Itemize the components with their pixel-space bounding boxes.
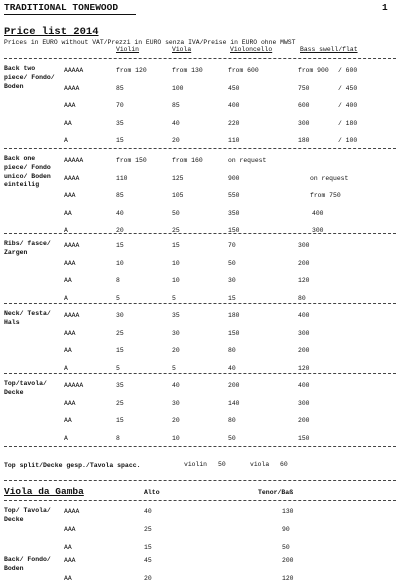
bass-price: 120 <box>298 364 310 372</box>
bass-price: 150 <box>298 434 310 442</box>
violin-price: 5 <box>116 364 120 372</box>
bass-price: 600 <box>298 102 310 109</box>
viola-price: 85 <box>172 102 180 109</box>
viola-price: 30 <box>172 329 180 337</box>
grade-cell: AAAA <box>64 312 80 319</box>
cello-price: 550 <box>228 192 240 199</box>
viola-price: 20 <box>172 417 180 424</box>
violin-price: from 120 <box>116 67 147 74</box>
gamba-alto-price: 45 <box>144 557 152 564</box>
bass-price: 80 <box>298 294 306 302</box>
viola-price: from 160 <box>172 157 203 164</box>
cello-price: 30 <box>228 277 236 284</box>
bass-price: from 750 <box>310 192 341 199</box>
grade-cell: AAA <box>64 399 76 407</box>
grade-cell: AA <box>64 417 72 424</box>
bass-price: 750 <box>298 84 310 92</box>
grade-cell: AAAAA <box>64 67 84 74</box>
viola-price: 20 <box>172 137 180 144</box>
gamba-grade-cell: AA <box>64 575 72 582</box>
grade-cell: AAAAA <box>64 382 84 389</box>
bass-price: 400 <box>312 209 324 217</box>
violin-price: 15 <box>116 347 124 354</box>
topsplit-viola-value: 60 <box>280 461 288 468</box>
gamba-alto-price: 40 <box>144 508 152 515</box>
cello-price: 140 <box>228 399 240 407</box>
viola-price: 10 <box>172 434 180 442</box>
cello-price: 900 <box>228 174 240 182</box>
section-divider <box>4 233 396 234</box>
gamba-section-label: Top/ Tavola/ Decke <box>4 507 51 523</box>
grade-cell: A <box>64 434 68 442</box>
cello-price: 80 <box>228 347 236 354</box>
viola-price: 5 <box>172 364 176 372</box>
violin-price: 35 <box>116 382 124 389</box>
gamba-alto-price: 20 <box>144 575 152 582</box>
bass-price: 200 <box>298 347 310 354</box>
cello-price: 50 <box>228 259 236 267</box>
cello-price: 15 <box>228 294 236 302</box>
section-divider <box>4 480 396 481</box>
gamba-title: Viola da Gamba <box>4 486 84 497</box>
violin-price: 85 <box>116 192 124 199</box>
col-cello: Violoncello <box>230 46 273 53</box>
bass-price: 300 <box>298 399 310 407</box>
cello-price: 150 <box>228 227 240 234</box>
viola-price: 40 <box>172 119 180 127</box>
gamba-alto-price: 25 <box>144 526 152 533</box>
gamba-grade-cell: AA <box>64 544 72 551</box>
section-divider <box>4 446 396 447</box>
bass-flat-price: / 100 <box>338 137 358 144</box>
grade-cell: AAA <box>64 192 76 199</box>
violin-price: 85 <box>116 84 124 92</box>
bass-price: on request <box>310 174 349 182</box>
bass-price: 120 <box>298 277 310 284</box>
grade-cell: AAAA <box>64 84 80 92</box>
viola-price: 30 <box>172 399 180 407</box>
gamba-col-alto: Alto <box>144 489 160 496</box>
col-violin: Violin <box>116 46 140 53</box>
grade-cell: AA <box>64 119 72 127</box>
section-label: Neck/ Testa/ Hals <box>4 310 51 326</box>
bass-price: 300 <box>298 119 310 127</box>
grade-cell: A <box>64 137 68 144</box>
bass-flat-price: / 400 <box>338 102 358 109</box>
section-divider <box>4 500 396 501</box>
bass-flat-price: / 600 <box>338 67 358 74</box>
gamba-tenor-price: 120 <box>282 575 294 582</box>
gamba-tenor-price: 130 <box>282 508 294 515</box>
section-divider <box>4 148 396 149</box>
grade-cell: AAA <box>64 259 76 267</box>
viola-price: 10 <box>172 277 180 284</box>
document-title: TRADITIONAL TONEWOOD <box>4 2 119 13</box>
grade-cell: AAA <box>64 102 76 109</box>
cello-price: 350 <box>228 209 240 217</box>
bass-price: 200 <box>298 259 310 267</box>
viola-price: 35 <box>172 312 180 319</box>
cello-price: 180 <box>228 312 240 319</box>
section-divider <box>4 303 396 304</box>
violin-price: 110 <box>116 174 128 182</box>
grade-cell: A <box>64 364 68 372</box>
topsplit-viola-label: viola <box>250 461 270 468</box>
title-underline <box>4 14 136 15</box>
cello-price: on request <box>228 157 267 164</box>
viola-price: 100 <box>172 84 184 92</box>
viola-price: 50 <box>172 209 180 217</box>
cello-price: 80 <box>228 417 236 424</box>
violin-price: 8 <box>116 277 120 284</box>
gamba-alto-price: 15 <box>144 544 152 551</box>
topsplit-label: Top split/Decke gesp./Tavola spacc. <box>4 462 141 469</box>
bass-flat-price: / 180 <box>338 119 358 127</box>
gamba-col-tenor: Tenor/Baß <box>258 489 294 496</box>
cello-price: 200 <box>228 382 240 389</box>
grade-cell: AA <box>64 277 72 284</box>
cello-price: 40 <box>228 364 236 372</box>
bass-flat-price: / 450 <box>338 84 358 92</box>
viola-price: 15 <box>172 242 180 249</box>
bass-price: 300 <box>298 242 310 249</box>
gamba-grade-cell: AAA <box>64 526 76 533</box>
cello-price: 220 <box>228 119 240 127</box>
viola-price: 25 <box>172 227 180 234</box>
topsplit-violin-value: 50 <box>218 461 226 468</box>
bass-price: 300 <box>298 329 310 337</box>
col-bass: Bass swell/flat <box>300 46 358 53</box>
grade-cell: AAAA <box>64 174 80 182</box>
cello-price: 70 <box>228 242 236 249</box>
violin-price: 25 <box>116 329 124 337</box>
cello-price: 150 <box>228 329 240 337</box>
viola-price: from 130 <box>172 67 203 74</box>
grade-cell: A <box>64 294 68 302</box>
violin-price: 15 <box>116 242 124 249</box>
violin-price: 20 <box>116 227 124 234</box>
page-number: 1 <box>382 2 388 13</box>
viola-price: 105 <box>172 192 184 199</box>
cello-price: from 600 <box>228 67 259 74</box>
section-label: Back one piece/ Fondo unico/ Boden einteilig <box>4 155 51 189</box>
violin-price: from 150 <box>116 157 147 164</box>
viola-price: 10 <box>172 259 180 267</box>
viola-price: 5 <box>172 294 176 302</box>
grade-cell: AA <box>64 347 72 354</box>
pricelist-title: Price list 2014 <box>4 26 99 38</box>
gamba-grade-cell: AAAA <box>64 508 80 515</box>
gamba-section-label: Back/ Fondo/ Boden <box>4 556 51 572</box>
viola-price: 40 <box>172 382 180 389</box>
section-label: Ribs/ fasce/ Zargen <box>4 240 51 256</box>
section-label: Top/tavola/ Decke <box>4 380 47 396</box>
topsplit-violin-label: violin <box>184 461 208 468</box>
violin-price: 35 <box>116 119 124 127</box>
gamba-tenor-price: 200 <box>282 557 294 564</box>
col-viola: Viola <box>172 46 192 53</box>
cello-price: 450 <box>228 84 240 92</box>
grade-cell: AAAA <box>64 242 80 249</box>
viola-price: 20 <box>172 347 180 354</box>
cello-price: 50 <box>228 434 236 442</box>
bass-price: from 900 <box>298 67 329 74</box>
bass-price: 400 <box>298 312 310 319</box>
cello-price: 110 <box>228 137 240 144</box>
grade-cell: AAA <box>64 329 76 337</box>
violin-price: 15 <box>116 137 124 144</box>
bass-price: 200 <box>298 417 310 424</box>
violin-price: 70 <box>116 102 124 109</box>
bass-price: 180 <box>298 137 310 144</box>
viola-price: 125 <box>172 174 184 182</box>
violin-price: 8 <box>116 434 120 442</box>
violin-price: 25 <box>116 399 124 407</box>
bass-price: 300 <box>312 227 324 234</box>
violin-price: 30 <box>116 312 124 319</box>
violin-price: 10 <box>116 259 124 267</box>
gamba-tenor-price: 90 <box>282 526 290 533</box>
bass-price: 400 <box>298 382 310 389</box>
grade-cell: AAAAA <box>64 157 84 164</box>
violin-price: 5 <box>116 294 120 302</box>
section-label: Back two piece/ Fondo/ Boden <box>4 65 55 90</box>
cello-price: 400 <box>228 102 240 109</box>
grade-cell: A <box>64 227 68 234</box>
violin-price: 15 <box>116 417 124 424</box>
gamba-tenor-price: 50 <box>282 544 290 551</box>
gamba-grade-cell: AAA <box>64 557 76 564</box>
grade-cell: AA <box>64 209 72 217</box>
section-divider <box>4 58 396 59</box>
section-divider <box>4 373 396 374</box>
pricelist-subtitle: Prices in EURO without VAT/Prezzi in EURO senza IVA/Preise in EURO ohne MWST <box>4 39 296 46</box>
violin-price: 40 <box>116 209 124 217</box>
